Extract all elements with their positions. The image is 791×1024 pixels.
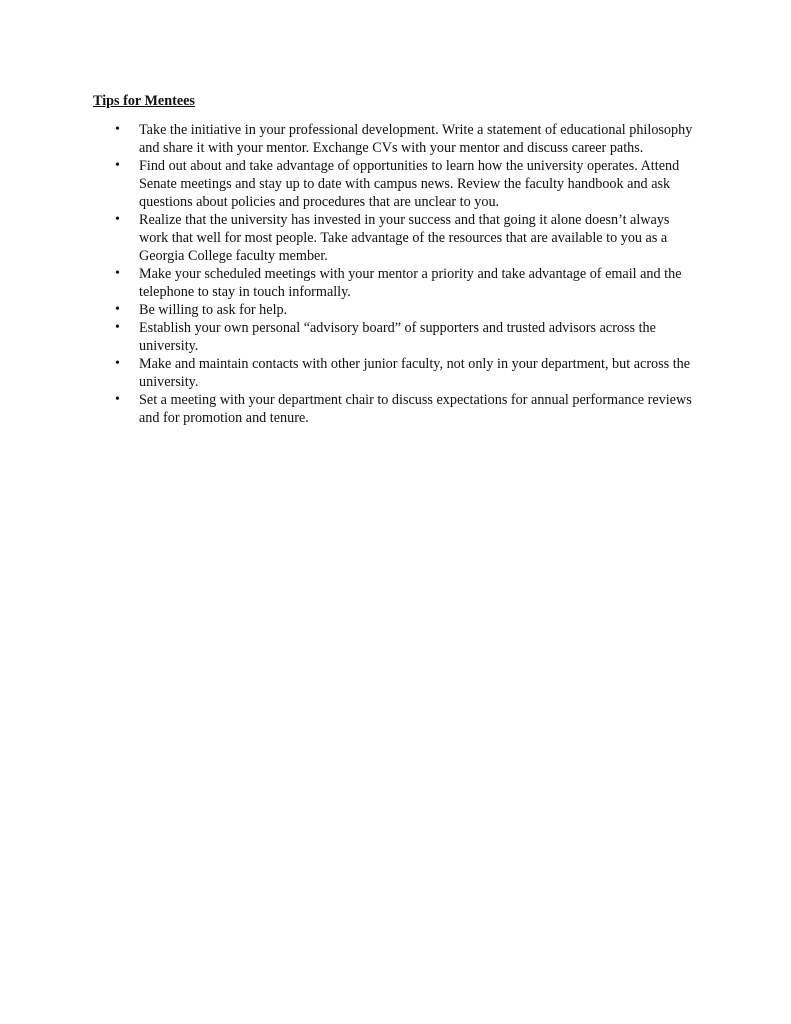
list-item — [0, 391, 699, 427]
list-item-text: Make your scheduled meetings with your mentor a priority and take advantage of email and the telephone to stay in touch informally. — [139, 266, 682, 300]
bullet-icon: • — [115, 122, 120, 137]
list-item — [0, 121, 699, 157]
list-item — [0, 157, 699, 211]
list-item-text: Find out about and take advantage of opportunities to learn how the university operates. Attend Senate meetings and stay up to date with campus news. Review the faculty handbook and ask questions about policies and procedures that are unclear to you. — [139, 158, 680, 210]
section-heading: Tips for Mentees — [93, 93, 195, 109]
bullet-icon: • — [115, 302, 120, 317]
list-item — [0, 265, 699, 301]
bullet-icon: • — [115, 320, 120, 335]
list-item — [0, 319, 699, 355]
bullet-icon: • — [115, 212, 120, 227]
list-item-text: Establish your own personal “advisory board” of supporters and trusted advisors across the university. — [139, 320, 656, 354]
bullet-icon: • — [115, 356, 120, 371]
list-item-text: Be willing to ask for help. — [139, 302, 288, 318]
list-item — [0, 355, 699, 391]
bullet-icon: • — [115, 392, 120, 407]
list-item-text: Take the initiative in your professional development. Write a statement of educational philosophy and share it with your mentor. Exchange CVs with your mentor and discuss career paths. — [139, 122, 693, 156]
list-item-text: Set a meeting with your department chair to discuss expectations for annual performance reviews and for promotion and tenure. — [139, 392, 692, 426]
list-item — [0, 301, 699, 319]
list-item — [0, 211, 699, 265]
list-item-text: Make and maintain contacts with other junior faculty, not only in your department, but across the university. — [139, 356, 691, 390]
tips-list — [0, 121, 791, 427]
bullet-icon: • — [115, 158, 120, 173]
bullet-icon: • — [115, 266, 120, 281]
list-item-text: Realize that the university has invested in your success and that going it alone doesn’t always work that well for most people. Take advantage of the resources that are available to you as a Georgia College faculty member. — [139, 212, 670, 264]
